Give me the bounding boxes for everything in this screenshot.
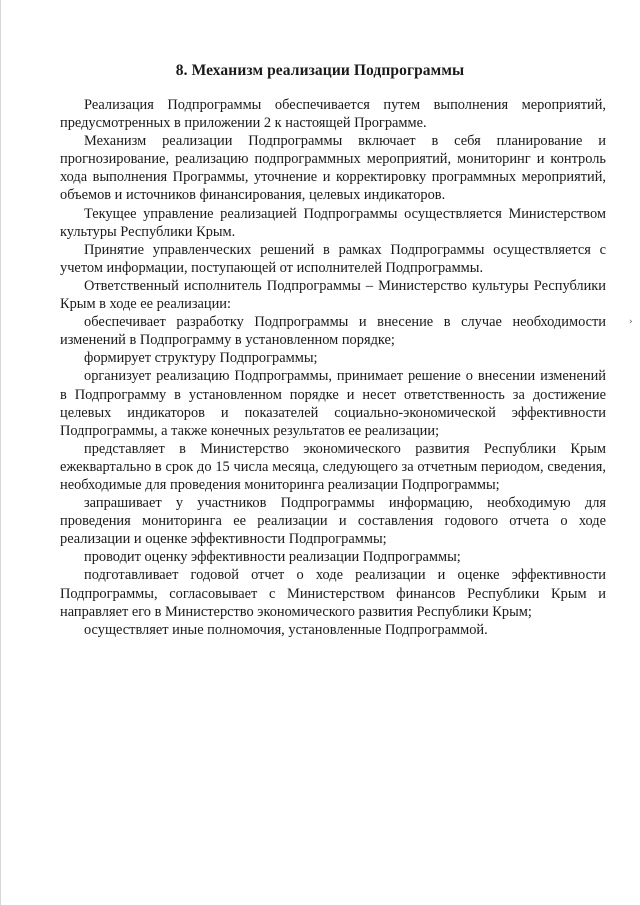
scan-margin-mark: › xyxy=(629,317,633,327)
paragraph-current-management: Текущее управление реализацией Подпрограммы осуществляется Министерством культуры Республики Крым. xyxy=(60,205,606,240)
document-body xyxy=(60,96,606,639)
scan-edge-line xyxy=(0,0,1,905)
paragraph-mechanism: Механизм реализации Подпрограммы включает в себя планирование и прогнозирование, реализацию подпрограммных мероприятий, мониторинг и контроль хода выполнения Программы, уточнение и корректировку программных мероприятий, объемов и источников финансирования, целевых индикаторов. xyxy=(60,133,606,204)
paragraph-implementation: Реализация Подпрограммы обеспечивается путем выполнения мероприятий, предусмотренных в приложении 2 к настоящей Программе. xyxy=(60,97,606,132)
list-item-other-powers: осуществляет иные полномочия, установленные Подпрограммой. xyxy=(84,621,488,638)
list-item-organizes: организует реализацию Подпрограммы, принимает решение о внесении изменений в Подпрограмму в установленном порядке и несет ответственность за достижение целевых индикаторов и показателей социально-экономической эффективности Подпрограммы, а также конечных результатов ее реализации; xyxy=(60,368,606,439)
paragraph-decisions: Принятие управленческих решений в рамках Подпрограммы осуществляется с учетом информации, поступающей от исполнителей Подпрограммы. xyxy=(60,241,606,276)
list-item-annual-report: подготавливает годовой отчет о ходе реализации и оценке эффективности Подпрограммы, согласовывает с Министерством финансов Республики Крым и направляет его в Министерство экономического развития Республики Крым; xyxy=(60,567,606,620)
list-item-reports: представляет в Министерство экономического развития Республики Крым ежеквартально в срок до 15 числа месяца, следующего за отчетным периодом, сведения, необходимые для проведения мониторинга реализации Подпрограммы; xyxy=(60,440,606,493)
list-item-requests: запрашивает у участников Подпрограммы информацию, необходимую для проведения мониторинга ее реализации и составления годового отчета о ходе реализации и оценке эффективности Подпрограммы; xyxy=(60,495,606,548)
list-item-evaluation: проводит оценку эффективности реализации Подпрограммы; xyxy=(84,549,461,566)
list-item-development: обеспечивает разработку Подпрограммы и внесение в случае необходимости изменений в Подпрограмму в установленном порядке; xyxy=(60,314,606,349)
paragraph-responsible-executor: Ответственный исполнитель Подпрограммы – Министерство культуры Республики Крым в ходе ее реализации: xyxy=(60,277,606,313)
list-item-structure: формирует структуру Подпрограммы; xyxy=(84,350,318,367)
section-title: 8. Механизм реализации Подпрограммы xyxy=(175,62,465,79)
